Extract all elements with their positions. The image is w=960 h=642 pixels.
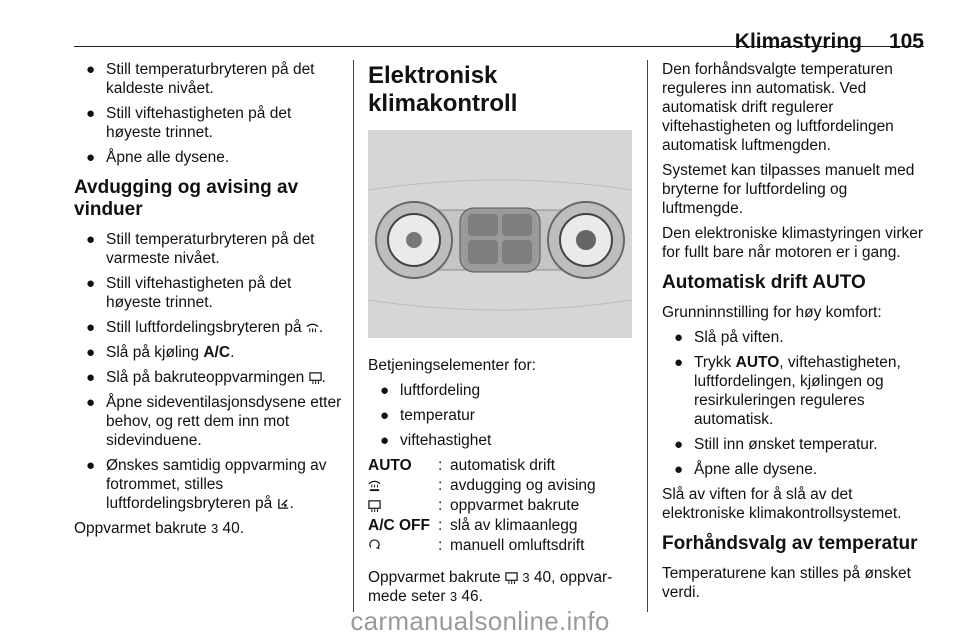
defrost-windscreen-icon (306, 321, 319, 334)
intro-text: Betjeningselementer for: (368, 357, 537, 374)
defrost-max-icon (368, 479, 381, 492)
list-item: ● Still temperaturbryteren på det varmeste nivået. (86, 231, 315, 267)
ref-arrow-icon: 3 (449, 589, 458, 604)
section-heading: Avdugging og avising av vinduer (74, 177, 299, 220)
list-item: ● Åpne sideventilasjonsdysene etter behov, og rett dem inn mot sidevinduene. (86, 394, 342, 449)
rear-window-heating-icon (505, 571, 518, 584)
paragraph: Slå av viften for å slå av det elektroniske klimakontrollsystemet. (662, 486, 902, 522)
recirculation-icon (368, 539, 381, 552)
column-3 (662, 60, 924, 608)
list-item: ● Still viftehastigheten på det høyeste trinnet. (86, 105, 292, 141)
list-item: ● Ønskes samtidig oppvarming av fotrommet, stilles luftfordelingsbryteren på . (86, 457, 327, 512)
page-header (74, 0, 924, 53)
rear-window-heating-icon (309, 371, 322, 384)
table-row: A/C OFF : slå av klimaanlegg (368, 517, 578, 534)
legend-table (368, 456, 596, 556)
list-item: ● Still luftfordelingsbryteren på . (86, 319, 324, 336)
table-row: : oppvarmet bakrute (368, 496, 596, 516)
ref-arrow-icon: 3 (211, 521, 219, 536)
paragraph: Den elektroniske klimastyringen virker for fullt bare når motoren er i gang. (662, 225, 924, 261)
list-item: ● Trykk AUTO, viftehastigheten, luftfordelingen, kjølingen og resirkuleringen reguleres automatisk. (674, 354, 901, 428)
table-row: AUTO : automatisk drift (368, 457, 556, 474)
list-item: ● temperatur (380, 407, 475, 424)
column-divider (353, 60, 354, 612)
paragraph: Den forhåndsvalgte temperaturen reguleres inn automatisk. Ved automatisk drift regulerer viftehastigheten og luftfordelingen automatisk luftmengden. (662, 61, 894, 154)
intro-text: Grunninnstilling for høy komfort: (662, 304, 882, 321)
airflow-feet-windscreen-icon (277, 497, 290, 510)
list-item: ● Slå på viften. (674, 329, 784, 346)
list-item: ● viftehastighet (380, 432, 492, 449)
cross-reference: Oppvarmet bakrute 3 40. (74, 520, 245, 537)
list-item: ● Still viftehastigheten på det høyeste trinnet. (86, 275, 292, 311)
list-item: ● Still inn ønsket temperatur. (674, 436, 878, 453)
page-number: 105 (888, 30, 924, 53)
list-item: ● Still temperaturbryteren på det kaldeste nivået. (86, 61, 315, 97)
cross-reference: Oppvarmet bakrute 3 40, oppvar- mede seter 3 46. (368, 569, 613, 605)
column-divider (647, 60, 648, 612)
list-item: ● luftfordeling (380, 382, 481, 399)
section-title: Klimastyring (734, 30, 862, 53)
section-heading: Elektronisk klimakontroll (368, 62, 518, 117)
rear-window-heating-icon (368, 499, 381, 512)
list-item: ● Åpne alle dysene. (674, 461, 818, 478)
list-item: ● Slå på kjøling A/C. (86, 344, 235, 361)
column-2 (368, 60, 632, 612)
list-item: ● Åpne alle dysene. (86, 149, 230, 166)
watermark: carmanualsonline.info (350, 606, 610, 636)
section-heading: Forhåndsvalg av temperatur (662, 533, 918, 554)
list-item: ● Slå på bakruteoppvarmingen . (86, 369, 326, 386)
table-row: : avdugging og avising (368, 476, 596, 496)
column-1 (74, 60, 348, 544)
paragraph: Temperaturene kan stilles på ønsket verdi. (662, 565, 911, 601)
ref-arrow-icon: 3 (522, 570, 530, 585)
paragraph: Systemet kan tilpasses manuelt med bryterne for luftfordeling og luftmengde. (662, 162, 915, 217)
section-heading: Automatisk drift AUTO (662, 272, 866, 293)
climate-control-panel-photo (368, 130, 632, 338)
table-row: : manuell omluftsdrift (368, 536, 596, 556)
